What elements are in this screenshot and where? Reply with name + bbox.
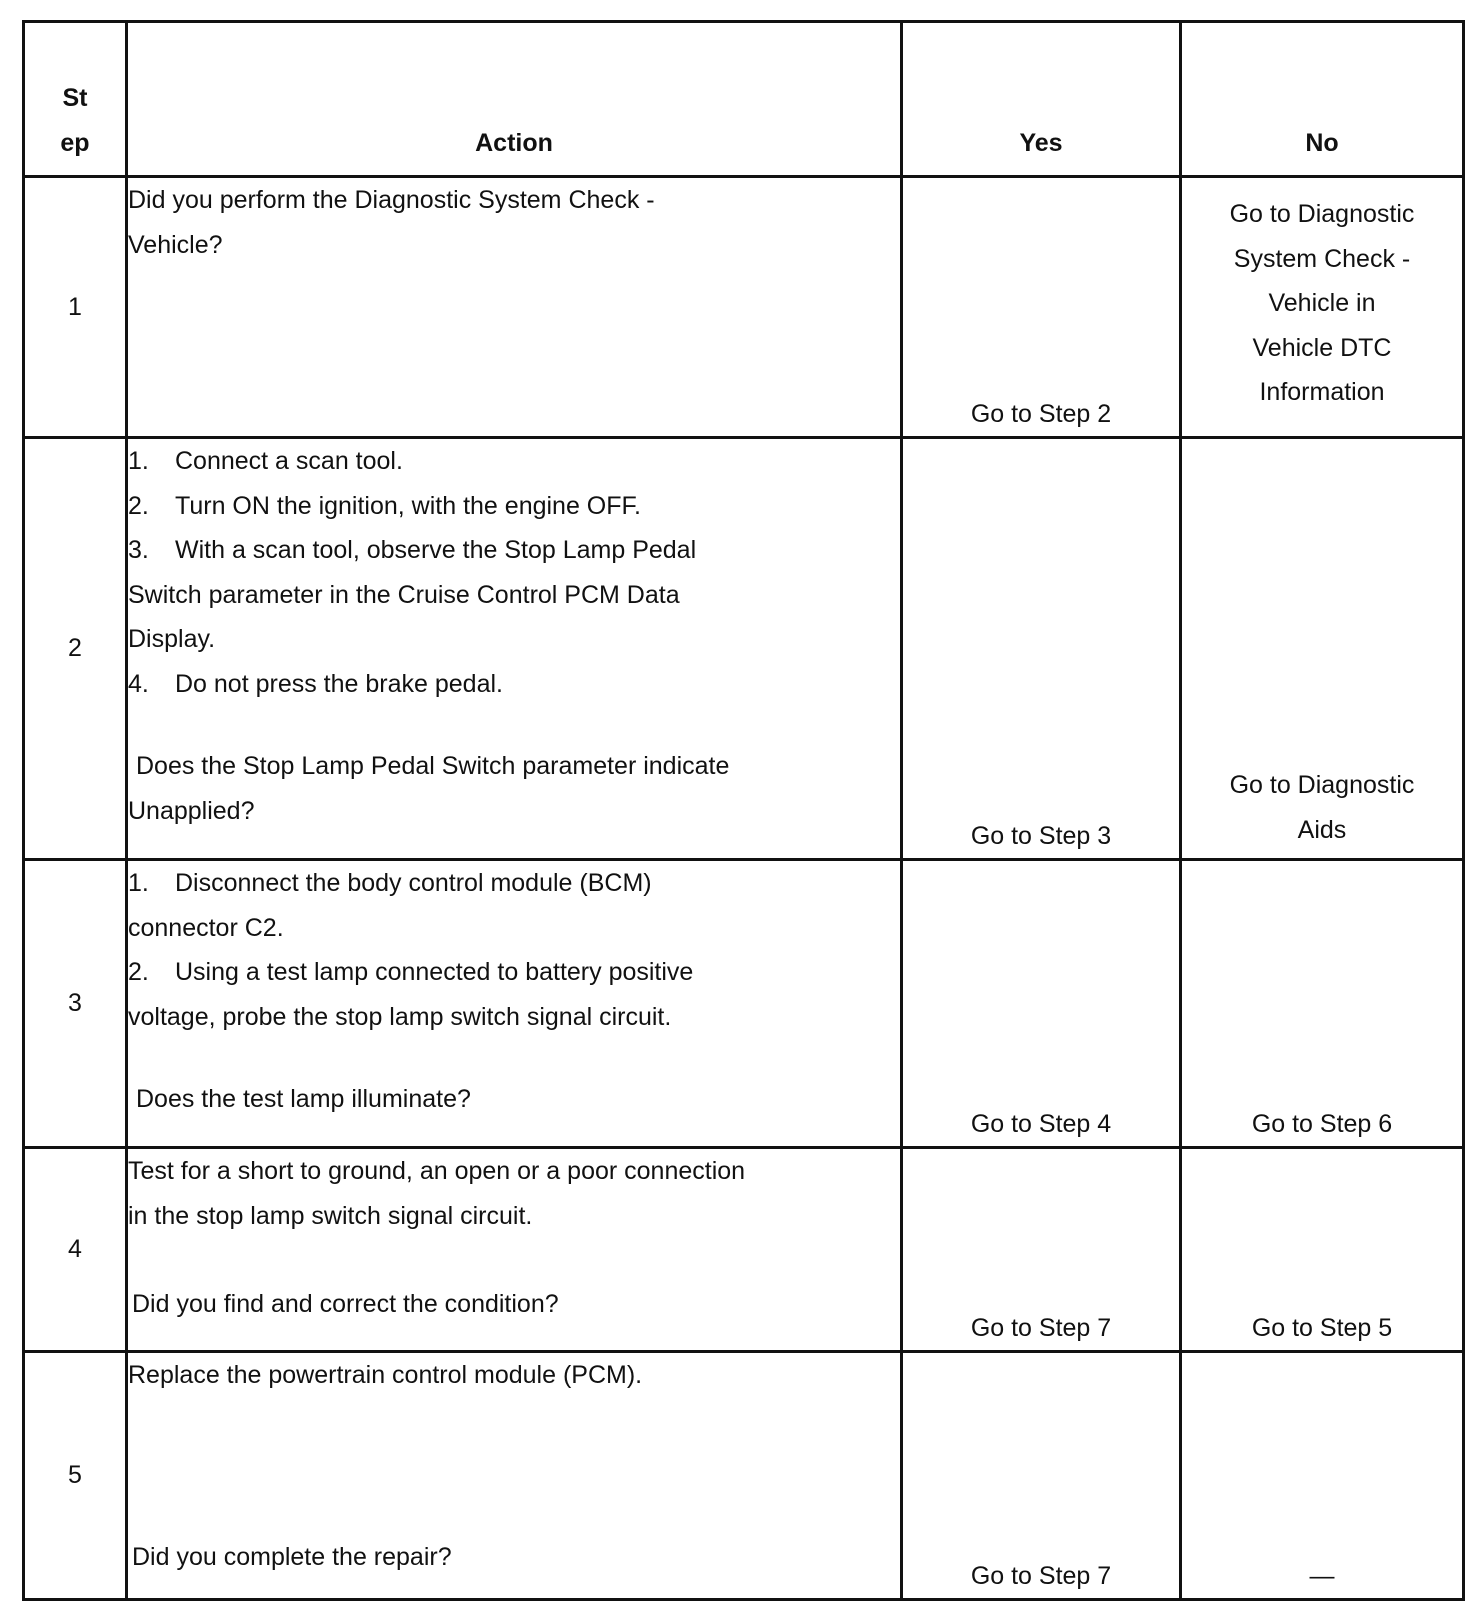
question-line: Did you find and correct the condition?: [132, 1290, 559, 1318]
item-number: 1.: [128, 447, 149, 475]
action-item: [128, 528, 900, 573]
item-text: Disconnect the body control module (BCM): [175, 869, 652, 897]
action-cell: [127, 438, 902, 860]
item-number: 1.: [128, 869, 149, 897]
action-item-cont: Display.: [128, 625, 216, 653]
no-cell: Go to Step 6: [1181, 860, 1464, 1148]
step-number: 1: [24, 177, 127, 438]
action-item-cont: voltage, probe the stop lamp switch signal circuit.: [128, 1002, 672, 1031]
action-item: [128, 861, 900, 906]
action-line: Test for a short to ground, an open or a poor connection: [128, 1157, 746, 1185]
no-cell: —: [1181, 1352, 1464, 1600]
item-number: 2.: [128, 958, 149, 986]
no-line: Aids: [1297, 815, 1347, 844]
spacer: [128, 1238, 900, 1282]
action-item: [128, 662, 900, 707]
table-header-row: [24, 22, 1464, 177]
no-cell: Go to Step 5: [1181, 1148, 1464, 1352]
action-cell: [127, 860, 902, 1148]
action-line: Did you perform the Diagnostic System Check -: [128, 186, 655, 214]
no-line: Vehicle in: [1268, 289, 1376, 317]
question-line: Does the Stop Lamp Pedal Switch parameter indicate: [136, 752, 730, 780]
table-row-step-5: [24, 1352, 1464, 1600]
item-text: Turn ON the ignition, with the engine OFF.: [175, 491, 641, 520]
no-line: Information: [1259, 378, 1385, 406]
item-text: With a scan tool, observe the Stop Lamp Pedal: [175, 536, 697, 564]
no-cell: [1181, 438, 1464, 860]
step-number: 2: [24, 438, 127, 860]
action-line: Replace the powertrain control module (PCM).: [128, 1361, 643, 1389]
spacer: [128, 706, 900, 744]
action-cell: [127, 177, 902, 438]
header-step-line1: St: [62, 84, 88, 112]
diagnostic-table: [22, 20, 1465, 1601]
no-line: Vehicle DTC: [1252, 333, 1392, 362]
yes-cell: Go to Step 4: [902, 860, 1181, 1148]
item-text: Do not press the brake pedal.: [175, 669, 503, 698]
item-text: Using a test lamp connected to battery positive: [175, 958, 694, 986]
header-step: [24, 22, 127, 177]
action-cell: [127, 1148, 902, 1352]
yes-cell: Go to Step 2: [902, 177, 1181, 438]
item-number: 2.: [128, 491, 149, 520]
step-number: 4: [24, 1148, 127, 1352]
yes-cell: Go to Step 7: [902, 1352, 1181, 1600]
header-action: Action: [127, 22, 902, 177]
action-item-cont: connector C2.: [128, 913, 284, 942]
table-row-step-4: [24, 1148, 1464, 1352]
no-line: Go to Diagnostic: [1229, 200, 1415, 228]
item-number: 4.: [128, 669, 149, 698]
yes-cell: Go to Step 3: [902, 438, 1181, 860]
no-line: System Check -: [1233, 244, 1411, 273]
question-line: Did you complete the repair?: [132, 1542, 452, 1571]
spacer: [128, 1039, 900, 1077]
action-item-cont: Switch parameter in the Cruise Control PCM Data: [128, 580, 680, 609]
action-content: [128, 1353, 900, 1579]
action-line: Vehicle?: [128, 230, 223, 259]
no-line: Go to Diagnostic: [1229, 771, 1415, 799]
question-line: Unapplied?: [128, 796, 255, 825]
item-number: 3.: [128, 536, 149, 564]
yes-cell: Go to Step 7: [902, 1148, 1181, 1352]
step-number: 3: [24, 860, 127, 1148]
action-item: [128, 439, 900, 484]
table-row-step-1: [24, 177, 1464, 438]
item-text: Connect a scan tool.: [175, 447, 403, 475]
no-cell: [1181, 177, 1464, 438]
action-cell: [127, 1352, 902, 1600]
header-yes: Yes: [902, 22, 1181, 177]
question-line: Does the test lamp illuminate?: [136, 1085, 471, 1113]
header-step-line2: ep: [60, 128, 90, 157]
action-item: [128, 950, 900, 995]
action-item: [128, 484, 900, 529]
table-row-step-2: [24, 438, 1464, 860]
step-number: 5: [24, 1352, 127, 1600]
table-row-step-3: [24, 860, 1464, 1148]
action-line: in the stop lamp switch signal circuit.: [128, 1201, 533, 1230]
header-no: No: [1181, 22, 1464, 177]
